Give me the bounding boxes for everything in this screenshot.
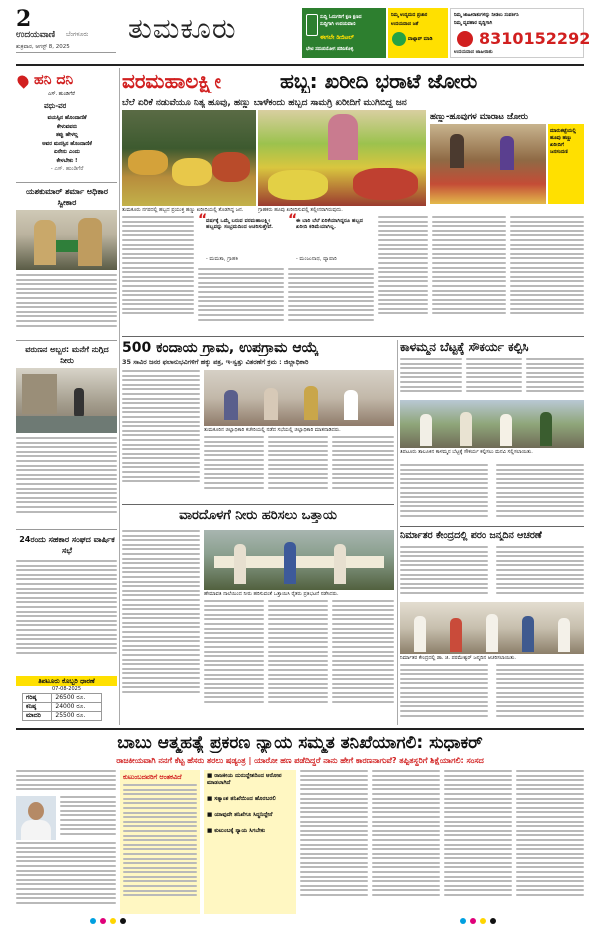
- lead-side-headline: ಹಣ್ಣು-ಹೂವುಗಳ ಮಾರಾಟ ಜೋರು: [430, 112, 528, 122]
- story-headline: ಯಶಕುಮಾರ್ ಶರ್ಮಾ ಅಧಿಕಾರ ಸ್ವೀಕಾರ: [26, 187, 108, 207]
- price-row: [23, 712, 102, 721]
- registration-marks: [0, 916, 600, 926]
- lead-side-box: ಮಾರುಕಟ್ಟೆಯಲ್ಲಿ ಹೂವು ಹಣ್ಣು ಖರೀದಿಗೆ ಜನಸಂದಣಿ: [548, 124, 584, 204]
- paper-name: ಉದಯವಾಣಿ: [16, 30, 56, 40]
- story-b-headline: ಕಾಳಮ್ಮನ ಬೆಟ್ಟಕ್ಕೆ ಸೌಕರ್ಯ ಕಲ್ಪಿಸಿ: [400, 340, 529, 354]
- price-value: 25500 ರೂ.: [52, 712, 102, 721]
- phone-icon: [306, 14, 318, 36]
- quote-box: “ ಈ ಬಾರಿ ಬೆಲೆ ಏರಿಕೆಯಾಗಿದ್ದರೂ ಹಬ್ಬದ ಖರೀದಿ ಕಡಿಮೆಯಾಗಿಲ್ಲ. - ಮಂಜುನಾಥ, ವ್ಯಾಪಾರಿ: [288, 212, 363, 262]
- price-label: ಮಾದರಿ: [23, 712, 52, 721]
- bottom-subhead: ರಾಜಕೀಯವಾಗಿ ನನಗೆ ಕೆಟ್ಟ ಹೆಸರು ತರಲು ಷಡ್ಯಂತ್ರ | ಯಾರೋ ಹಣ ಪಡೆದಿದ್ದರೆ ನಾನು ಹೇಗೆ ಕಾರಣನಾಗುವೆ? ತಪ್ಪಿತಸ್ಥರಿಗೆ ಶಿಕ್ಷೆಯಾಗಲಿ: ಸಂಸದ: [116, 756, 484, 765]
- story-c-headline: ವಾರದೊಳಗೆ ನೀರು ಹರಿಸಲು ಒತ್ತಾಯ: [179, 508, 337, 523]
- story-d-headline: ನಿರ್ಮಾತರ ಕೇಂದ್ರದಲ್ಲಿ ಪರಂ ಜನ್ಮದಿನ ಆಚರಣೆ: [400, 530, 542, 541]
- whatsapp-icon: [392, 32, 406, 46]
- poem-line: ವಯಸ್ಸಿನ ಹೊಂದಾಣಿಕೆ: [47, 115, 87, 121]
- lead-headline: ವರಮಹಾಲಕ್ಷ್ಮೀ ಹಬ್ಬ: ಖರೀದಿ ಭರಾಟೆ ಜೋರು: [122, 69, 478, 93]
- market-photo: [430, 124, 546, 204]
- mp-portrait: [16, 796, 56, 840]
- column-logo: [16, 71, 117, 91]
- column-title: ಹನಿ ದನಿ: [34, 72, 74, 88]
- quote-box: “ ವರ್ಷಕ್ಕೆ ಒಮ್ಮೆ ಬರುವ ವರಮಹಾಲಕ್ಷ್ಮೀ ಹಬ್ಬವನ್ನು ಸಂಭ್ರಮದಿಂದ ಆಚರಿಸುತ್ತೇವೆ. - ಮಮತಾ, ಗ್ರಾಹಕಿ: [198, 212, 273, 262]
- bullet-item: ■ ಸತ್ಯಾಂಶ ತನಿಖೆಯಿಂದ ಹೊರಬರಲಿ: [207, 796, 276, 802]
- bullet-box: [204, 770, 296, 914]
- phone-icon: [457, 31, 473, 47]
- poem-line: - ಎಸ್. ಹುಂಡಿಗೆರೆ: [50, 166, 84, 172]
- city-title: ತುಮಕೂರು: [128, 12, 237, 45]
- photo-caption: ನಿರ್ಮಾತರ ಕೇಂದ್ರದಲ್ಲಿ ಡಾ. ಜಿ. ಪರಮೇಶ್ವರ್ ಜನ್ಮದಿನ ಆಚರಿಸಲಾಯಿತು.: [400, 655, 584, 662]
- digital-ad[interactable]: ಸುದ್ದಿ ಓದುಗರಿಗೆ ಕ್ಷಣ ಕ್ಷಣದ ಸುದ್ದಿಗಾಗಿ ಉದಯವಾಣಿ ಈಗಲೇ ಡಿಜಿಟಲ್ ಭೇಟಿ ಸದುಪಯೋಗ ಪಡಿಸಿಕೊಳ್ಳಿ: [302, 8, 386, 58]
- price-date: 07-08-2025: [51, 686, 82, 692]
- poem-line: ಅವರ ಮನಸ್ಸಿನ ಹೊಂದಾಣಿಕೆ: [42, 140, 92, 147]
- bullet-item: ■ ಕುಟುಂಬಕ್ಕೆ ನ್ಯಾಯ ಸಿಗಬೇಕು: [207, 828, 266, 834]
- photo-caption: ತಿಪಟೂರು ತಾಲೂಕಿನ ಕಾಳಮ್ಮನ ಬೆಟ್ಟಕ್ಕೆ ಸೌಕರ್ಯ ಕಲ್ಪಿಸಲು ಮನವಿ ಸಲ್ಲಿಸಲಾಯಿತು.: [400, 449, 584, 462]
- protest-photo: [204, 530, 394, 590]
- whatsapp-ad[interactable]: ನಿಮ್ಮ ಉದ್ಯಮದ ಪ್ರಚಾರ ಉದಯವಾಣಿ ಜತೆ ವಾಟ್ಸಾಪ್ ಮಾಡಿ: [388, 8, 448, 58]
- poem-line: ಕೇಳುವವರು: [56, 123, 78, 130]
- price-label: ಕನಿಷ್ಠ: [23, 703, 52, 712]
- photo-caption: ತುಮಕೂರಿನ ಜಿಲ್ಲಾಧಿಕಾರಿ ಕಚೇರಿಯಲ್ಲಿ ನಡೆದ ಸಭೆಯಲ್ಲಿ ಜಿಲ್ಲಾಧಿಕಾರಿ ಮಾತನಾಡಿದರು.: [204, 427, 394, 434]
- story-a-subhead: 35 ಸಾವಿರ ಜನರ ಫಲಾನುಭವಿಗಳಿಗೆ ಹಕ್ಕು ಪತ್ರ, ಇ-ಸ್ವತ್ತು ವಿತರಣೆಗೆ ಕ್ರಮ : ಜಿಲ್ಲಾಧಿಕಾರಿ: [122, 358, 309, 366]
- bullet-item: ■ ಯಾವುದೇ ತನಿಖೆಗೂ ಸಿದ್ಧನಿದ್ದೇನೆ: [207, 812, 273, 818]
- story-headline: 24ರಂದು ಸಹಕಾರ ಸಂಘದ ವಾರ್ಷಿಕ ಸಭೆ: [19, 535, 115, 555]
- contact-ad[interactable]: ನಿಮ್ಮ ಜಾಹೀರಾತುಗಳನ್ನು ನೀಡಲು ಸಂಪರ್ಕಿಸಿ ನಿಮ್ಮ ವ್ಯವಹಾರ ವೃದ್ಧಿಗಾಗಿ 8310152292 ಉದಯವಾಣಿ ಜಾಹೀರಾತು: [450, 8, 584, 58]
- issue-date: ಶುಕ್ರವಾರ, ಆಗಸ್ಟ್ 8, 2025: [16, 44, 70, 50]
- masthead: [0, 0, 600, 65]
- flood-photo: [16, 368, 117, 433]
- left-sidebar: ಹನಿ ದನಿ ಎಸ್. ಹುಂಡಿಗೆರೆ ವಧು-ವರ ವಯಸ್ಸಿನ ಹೊಂದಾಣಿಕೆ ಕೇಳುವವರು ತಪ್ಪು ಹೇಳಲ್ಲ ಅವರ ಮನಸ್ಸಿನ ಹೊಂದಾಣಿಕೆ ಏನೇನು ಎಂದು ಕೇಳಬೇಕು ! - ಎಸ್. ಹುಂಡಿಗೆರೆ ಯಶಕುಮಾರ್ ಶರ್ಮಾ ಅಧಿಕಾರ ಸ್ವೀಕಾರ ವರುಣನ ಅಬ್ಬರ: ಮನೆಗೆ ನುಗ್ಗಿದ ನೀರು 24ರಂದು ಸಹಕಾರ ಸಂಘದ ವಾರ್ಷಿಕ ಸಭೆ ತಿಪಟೂರು ಕೊಬ್ಬರಿ ಧಾರಣೆ 07-08-2025 ಗರಿಷ್ಠ 26500 ರೂ. ಕನಿಷ್ಠ 24000 ರೂ. ಮಾದರಿ 25500 ರೂ.: [16, 68, 117, 725]
- photo-caption: ಗ್ರಾಹಕರು ಹೂವು ಖರೀದಿಸುವಲ್ಲಿ ತಲ್ಲೀನರಾಗಿರುವುದು.: [258, 207, 426, 214]
- bottom-headline: ಬಾಬು ಆತ್ಮಹತ್ಯೆ ಪ್ರಕರಣ ನ್ಯಾಯ ಸಮ್ಮತ ತನಿಖೆಯಾಗಲಿ: ಸುಧಾಕರ್: [117, 733, 483, 753]
- police-photo: [16, 210, 117, 270]
- fruit-stall-photo: [122, 110, 256, 206]
- price-value: 24000 ರೂ.: [52, 703, 102, 712]
- price-value: 26500 ರೂ.: [52, 694, 102, 703]
- price-row: [23, 694, 102, 703]
- price-box: [16, 676, 117, 724]
- story-headline: ವರುಣನ ಅಬ್ಬರ: ಮನೆಗೆ ನುಗ್ಗಿದ ನೀರು: [25, 345, 109, 365]
- poem-title: ವಧು-ವರ: [44, 102, 67, 110]
- price-title: ತಿಪಟೂರು ಕೊಬ್ಬರಿ ಧಾರಣೆ: [16, 676, 117, 686]
- poem-line: ಕೇಳಬೇಕು !: [56, 157, 78, 164]
- price-label: ಗರಿಷ್ಠ: [23, 694, 52, 703]
- photo-caption: ಹೇಮಾವತಿ ನಾಲೆಯಿಂದ ನೀರು ಹರಿಸುವಂತೆ ಒತ್ತಾಯಿಸಿ ರೈತರು ಪ್ರತಿಭಟನೆ ನಡೆಸಿದರು.: [204, 591, 394, 598]
- bullet-item: ■ ರಾಜಕೀಯ ದುರುದ್ದೇಶದಿಂದ ಆರೋಪ ಮಾಡಲಾಗಿದೆ: [207, 773, 282, 786]
- price-table: [22, 693, 102, 721]
- celebration-photo: [400, 602, 584, 654]
- poem-line: ತಪ್ಪು ಹೇಳಲ್ಲ: [55, 132, 79, 138]
- poem-box: [16, 100, 117, 180]
- paper-tag: ಬೆಂಗಳೂರು: [66, 31, 89, 38]
- lead-subhead: ಬೆಲೆ ಏರಿಕೆ ನಡುವೆಯೂ ನಿತ್ಯ ಹೂವು, ಹಣ್ಣು ಬಾಳೆಕಂದು ಹಬ್ಬದ ಸಾಮಗ್ರಿ ಖರೀದಿಗೆ ಮುಗಿಬಿದ್ದ ಜನ: [122, 98, 407, 108]
- photo-caption: ತುಮಕೂರು ನಗರದಲ್ಲಿ ಹಬ್ಬದ ಪ್ರಯುಕ್ತ ಹಣ್ಣು ಖರೀದಿಯಲ್ಲಿ ತೊಡಗಿದ್ದ ಜನ.: [122, 207, 256, 214]
- page-number: 2: [16, 6, 32, 32]
- price-row: [23, 703, 102, 712]
- lead-body: [122, 212, 584, 332]
- ad-phone-number: 8310152292: [479, 29, 591, 48]
- temple-photo: [400, 400, 584, 448]
- family-box: ಕುಟುಂಬದವರಿಗೆ ಆಂತಕವಿದೆ: [120, 770, 200, 914]
- meeting-photo: [204, 370, 394, 426]
- story-a-headline: 500 ಕಂದಾಯ ಗ್ರಾಮ, ಉಪಗ್ರಾಮ ಆಯ್ಕೆ: [122, 340, 319, 356]
- flower-shop-photo: [258, 110, 426, 206]
- poem-line: ಏನೇನು ಎಂದು: [54, 149, 80, 155]
- drop-icon: [15, 73, 31, 89]
